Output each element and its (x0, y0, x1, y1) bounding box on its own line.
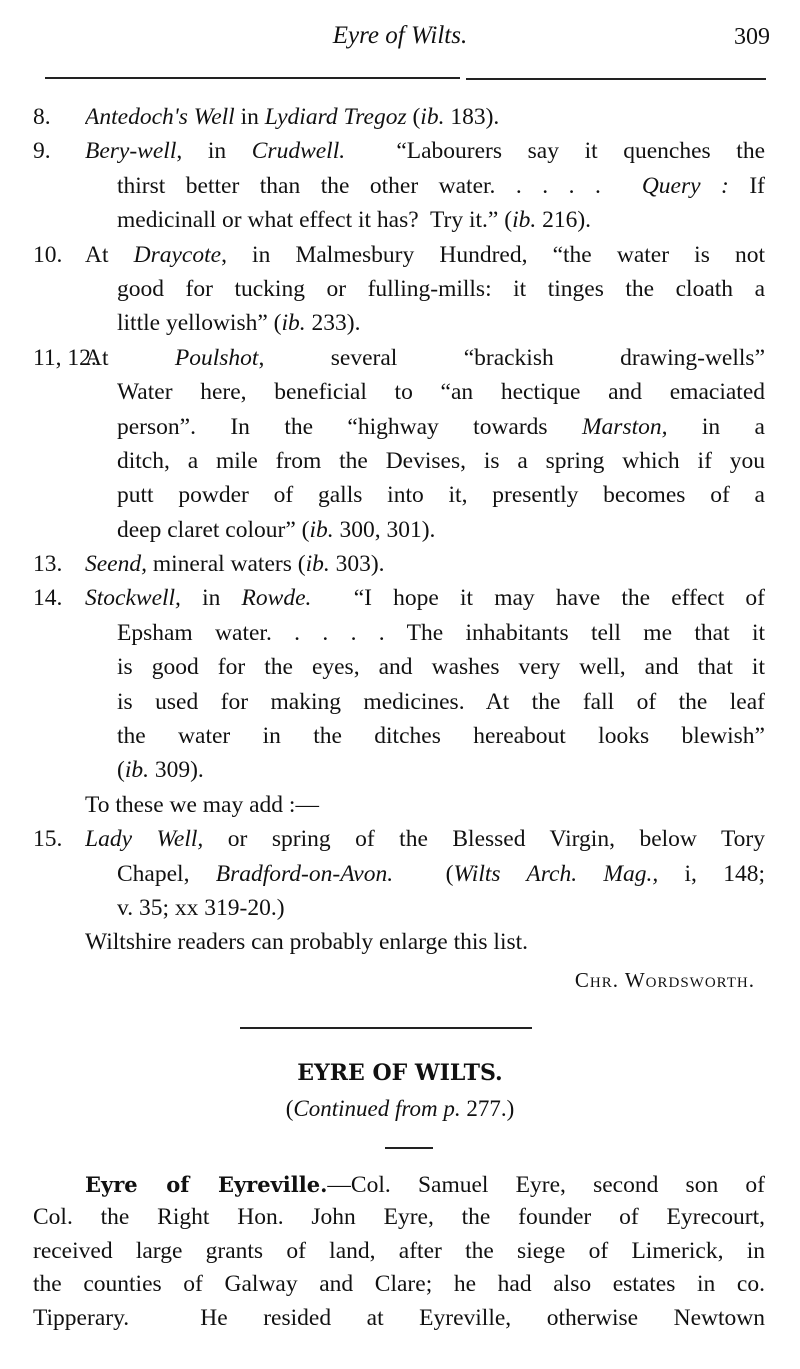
text-line (0, 1268, 800, 1301)
text-line (0, 238, 800, 272)
line-text (33, 1201, 765, 1234)
text-segment: in (234, 104, 265, 130)
item-number: 13. (33, 551, 63, 578)
text-segment: Chapel, (117, 860, 216, 887)
line-text (85, 100, 765, 134)
italic-text: Bery-well (85, 138, 177, 165)
text-segment: is used for making medicines. At the fall of the leaf (117, 688, 765, 715)
line-text (117, 650, 765, 684)
item-number: 15. (33, 826, 63, 853)
italic-text: Lady Well, (85, 826, 204, 853)
text-segment: the counties of Galway and Clare; he had also estates in co. (33, 1271, 765, 1298)
line-text (117, 616, 765, 650)
text-segment: the water in the ditches hereabout looks blewish” (117, 723, 765, 750)
text-segment: , in Malmesbury Hundred, “the water is not (221, 241, 765, 268)
line-text (85, 1168, 765, 1201)
line-text (33, 1302, 765, 1335)
text-line (0, 1201, 800, 1234)
line-text (117, 719, 765, 753)
text-segment: ditch, a mile from the Devises, is a spring which if you (117, 447, 765, 474)
italic-text: ib. (309, 516, 334, 543)
line-text (117, 857, 765, 891)
item-number: 8. (33, 104, 51, 130)
text-segment: , several “brackish drawing-wells” (258, 344, 765, 371)
header-rule-right (466, 78, 766, 80)
line-text (85, 925, 765, 959)
text-line (0, 581, 800, 615)
text-line (0, 1235, 800, 1268)
line-text (85, 822, 765, 856)
text-line (0, 616, 800, 650)
running-header-title: Eyre of Wilts. (332, 22, 468, 49)
line-text (117, 375, 765, 409)
text-segment: —Col. Samuel Eyre, second son of (327, 1172, 765, 1198)
text-segment: 309). (148, 757, 204, 784)
italic-text: Seend, (85, 551, 147, 578)
line-text (85, 788, 765, 822)
italic-text: Wilts Arch. Mag., (453, 860, 659, 887)
italic-text: Bradford-on-Avon. (215, 860, 394, 887)
text-line (0, 753, 800, 787)
italic-text: Stockwell, (85, 585, 181, 612)
text-segment: , in (176, 138, 252, 165)
subtitle-rule (385, 1147, 433, 1149)
italic-text: Marston, (581, 413, 668, 440)
line-text (117, 306, 765, 340)
line-text (117, 272, 765, 306)
line-text (117, 478, 765, 512)
italic-text: ib. (420, 104, 445, 130)
italic-text: Query : (641, 172, 729, 199)
text-line (0, 1302, 800, 1335)
text-line (0, 375, 800, 409)
italic-text: Antedoch's Well (85, 104, 235, 130)
line-text (117, 444, 765, 478)
text-segment: Tipperary. He resided at Eyreville, otherwise Newtown (33, 1304, 765, 1331)
text-segment: in (180, 585, 242, 612)
text-segment: putt powder of galls into it, presently becomes of a (117, 482, 765, 509)
text-line (0, 685, 800, 719)
text-segment: person”. In the “highway towards (117, 413, 582, 440)
text-line (0, 822, 800, 856)
text-segment: “I hope it may have the effect of (311, 585, 765, 612)
text-segment: thirst better than the other water. . . . . (117, 172, 642, 199)
text-line (0, 650, 800, 684)
text-line (0, 272, 800, 306)
section-title: EYRE OF WILTS. (297, 1060, 503, 1086)
italic-text: Rowde. (241, 585, 312, 612)
text-segment: Epsham water. . . . . The inhabitants tell me that it (117, 619, 765, 646)
text-segment: deep claret colour” ( (117, 516, 310, 543)
italic-text: ib. (512, 207, 537, 234)
text-line (0, 1168, 800, 1201)
text-line (0, 100, 800, 134)
text-segment: is good for the eyes, and washes very well, and that it (117, 654, 765, 681)
text-line (0, 513, 800, 547)
text-segment: ( (393, 860, 454, 887)
text-segment: ( (406, 104, 421, 130)
text-segment: ( (117, 757, 125, 784)
signature: Chr. Wordsworth. (574, 968, 755, 992)
text-segment: in a (667, 413, 765, 440)
text-line (0, 306, 800, 340)
text-segment: 216). (536, 207, 592, 234)
subtitle-page: 277.) (460, 1096, 515, 1121)
item-number: 9. (33, 138, 51, 165)
text-segment: or spring of the Blessed Virgin, below Tory (203, 826, 765, 853)
text-segment: v. 35; xx 319-20.) (117, 894, 285, 921)
text-segment: little yellowish” ( (117, 310, 282, 337)
text-segment: At (85, 241, 134, 268)
line-text (117, 513, 765, 547)
text-line (0, 925, 800, 959)
text-segment: medicinall or what effect it has? Try it.” ( (117, 207, 513, 234)
line-text (117, 410, 765, 444)
section-divider (240, 1027, 532, 1029)
text-line (0, 478, 800, 512)
italic-text: Lydiard Tregoz (264, 104, 407, 130)
text-line (0, 891, 800, 925)
text-segment: 303). (329, 551, 385, 578)
line-text (85, 547, 765, 581)
text-segment: Wiltshire readers can probably enlarge this list. (85, 929, 529, 956)
subtitle-continued: Continued from p. (293, 1096, 461, 1121)
article-body (0, 1168, 800, 1335)
italic-text: Draycote (133, 241, 222, 268)
text-line (0, 410, 800, 444)
text-line (0, 341, 800, 375)
line-text (33, 1268, 765, 1301)
text-line (0, 547, 800, 581)
bold-heading-text: Eyre of Eyreville. (85, 1172, 328, 1197)
header-rule-left (45, 77, 460, 79)
line-text (85, 134, 765, 168)
line-text (117, 203, 765, 237)
text-segment: mineral waters ( (147, 551, 306, 578)
text-segment: Col. the Right Hon. John Eyre, the founder of Eyrecourt, (33, 1204, 765, 1231)
text-line (0, 203, 800, 237)
subtitle-paren: ( (285, 1096, 294, 1121)
text-line (0, 134, 800, 168)
section-subtitle (0, 1096, 800, 1122)
text-line (0, 169, 800, 203)
text-segment: received large grants of land, after the siege of Limerick, in (33, 1237, 765, 1264)
text-line (0, 857, 800, 891)
text-segment: good for tucking or fulling-mills: it tinges the cloath a (117, 275, 765, 302)
text-segment: 233). (305, 310, 361, 337)
item-number: 10. (33, 241, 63, 268)
item-number: 11, 12. (33, 344, 97, 371)
line-text (117, 891, 765, 925)
item-number: 14. (33, 585, 63, 612)
italic-text: ib. (305, 551, 330, 578)
text-segment: If (728, 172, 765, 199)
text-segment: 300, 301). (333, 516, 436, 543)
wells-list (0, 100, 800, 960)
text-segment: i, 148; (658, 860, 765, 887)
line-text (117, 169, 765, 203)
text-line (0, 444, 800, 478)
text-segment: At (85, 344, 175, 371)
line-text (117, 685, 765, 719)
line-text (33, 1235, 765, 1268)
text-segment: 183). (444, 104, 500, 130)
page-number: 309 (734, 24, 770, 50)
text-line (0, 719, 800, 753)
text-segment: Water here, beneficial to “an hectique and emaciated (117, 379, 765, 406)
italic-text: ib. (281, 310, 306, 337)
line-text (85, 581, 765, 615)
line-text (85, 238, 765, 272)
line-text (117, 753, 765, 787)
text-segment: “Labourers say it quenches the (345, 138, 765, 165)
italic-text: Poulshot (174, 344, 259, 371)
line-text (85, 341, 765, 375)
italic-text: Crudwell. (251, 138, 346, 165)
text-line (0, 788, 800, 822)
italic-text: ib. (124, 757, 149, 784)
text-segment: To these we may add :— (85, 791, 319, 818)
